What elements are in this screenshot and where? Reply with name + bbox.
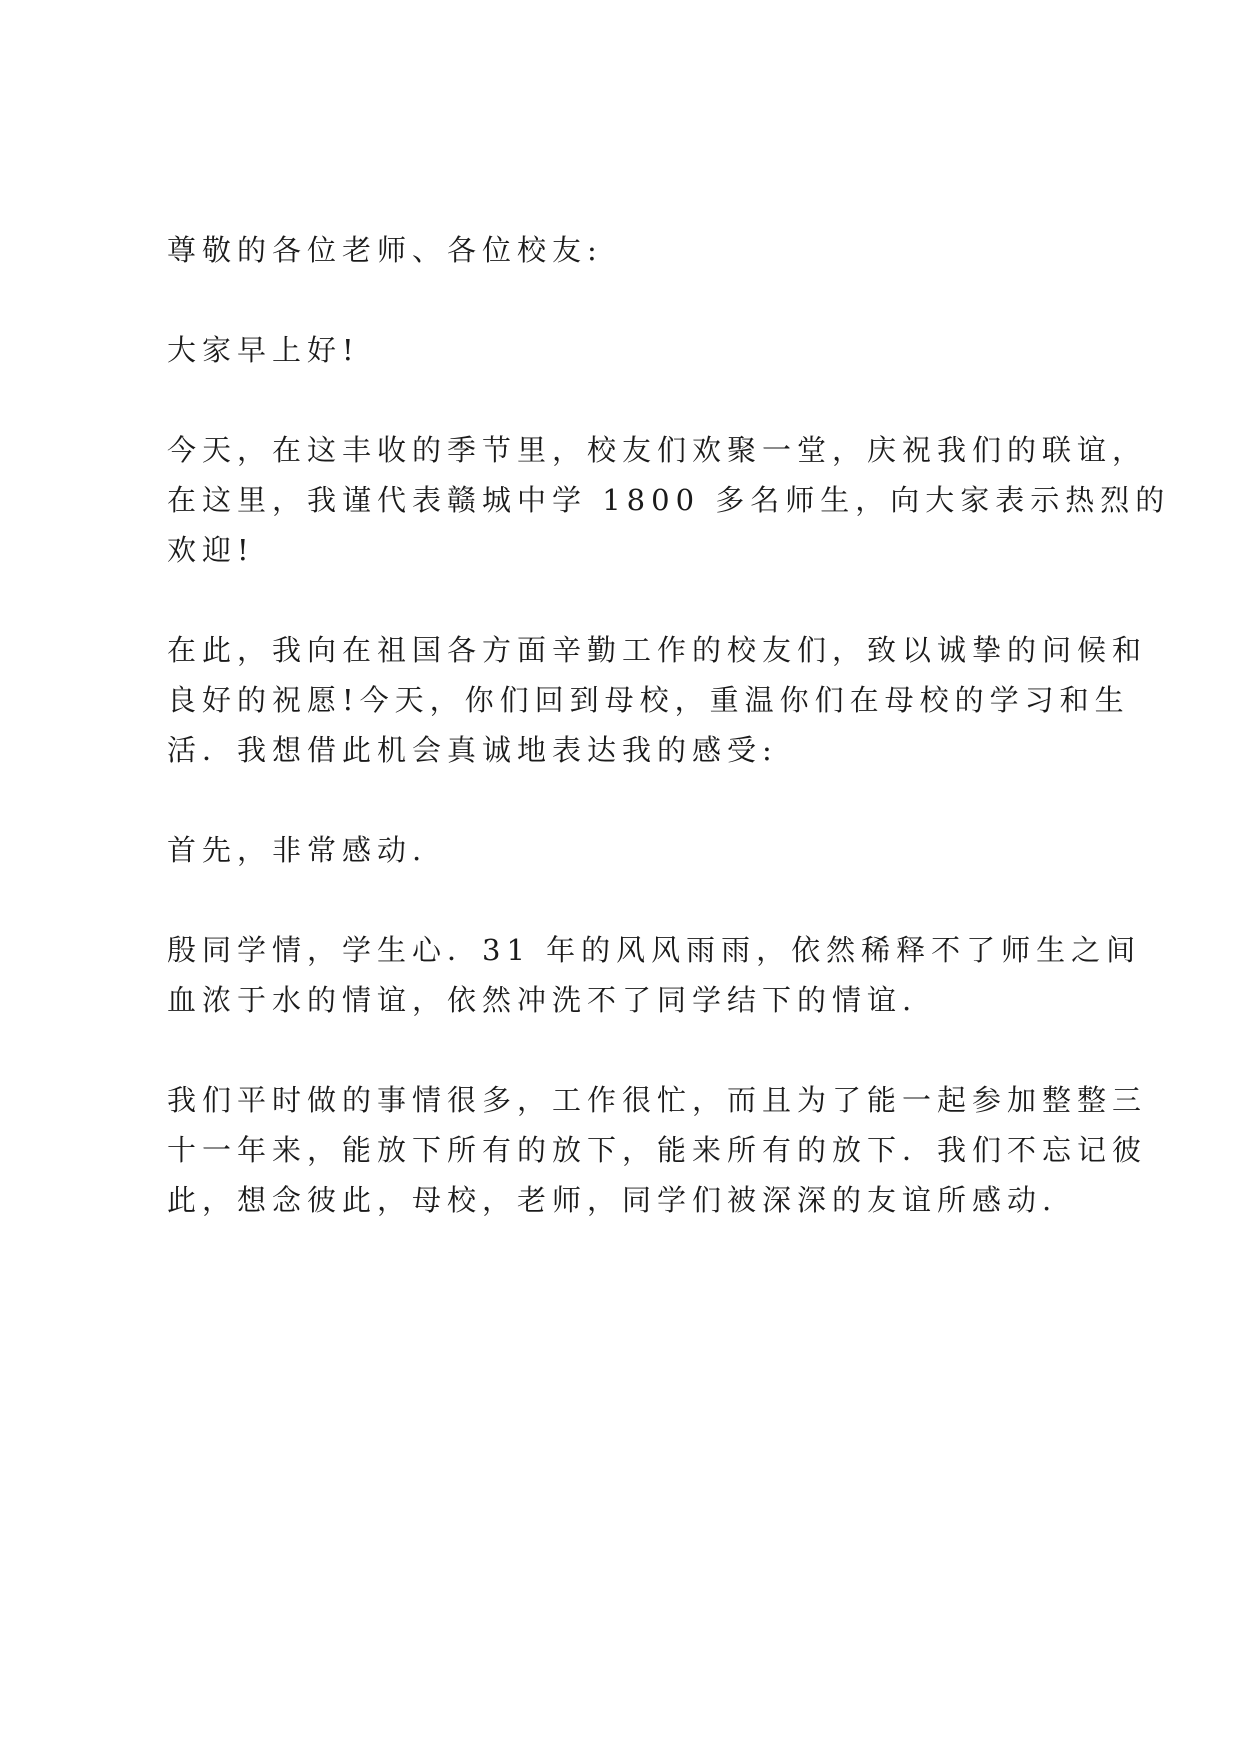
text-line: 大家早上好! bbox=[167, 333, 360, 367]
greeting-paragraph bbox=[167, 325, 1097, 375]
text-line: 今天，在这丰收的季节里，校友们欢聚一堂，庆祝我们的联谊， bbox=[167, 433, 1148, 467]
text-line: 活．我想借此机会真诚地表达我的感受: bbox=[167, 733, 778, 767]
text-line: 殷同学情，学生心．31 年的风风雨雨，依然稀释不了师生之间 bbox=[167, 933, 1142, 967]
text-line: 首先，非常感动. bbox=[167, 833, 428, 867]
text-line: 在此，我向在祖国各方面辛勤工作的校友们，致以诚挚的问候和 bbox=[167, 633, 1148, 667]
text-line: 欢迎! bbox=[167, 533, 255, 567]
text-line: 血浓于水的情谊，依然冲洗不了同学结下的情谊. bbox=[167, 983, 918, 1017]
regards-paragraph bbox=[167, 625, 1148, 775]
first-point-paragraph bbox=[167, 825, 1097, 875]
text-line: 十一年来，能放下所有的放下，能来所有的放下．我们不忘记彼 bbox=[167, 1133, 1148, 1167]
salutation-paragraph bbox=[167, 225, 1097, 275]
text-line: 尊敬的各位老师、各位校友: bbox=[167, 233, 603, 267]
text-line: 此，想念彼此，母校，老师，同学们被深深的友谊所感动. bbox=[167, 1183, 1058, 1217]
busy-life-paragraph bbox=[167, 1075, 1148, 1225]
welcome-paragraph bbox=[167, 425, 1171, 575]
text-line: 在这里，我谨代表赣城中学 1800 多名师生，向大家表示热烈的 bbox=[167, 483, 1171, 517]
text-line: 良好的祝愿!今天，你们回到母校，重温你们在母校的学习和生 bbox=[167, 683, 1130, 717]
friendship-paragraph bbox=[167, 925, 1142, 1025]
document-body bbox=[167, 225, 1171, 1275]
text-line: 我们平时做的事情很多，工作很忙，而且为了能一起参加整整三 bbox=[167, 1083, 1148, 1117]
